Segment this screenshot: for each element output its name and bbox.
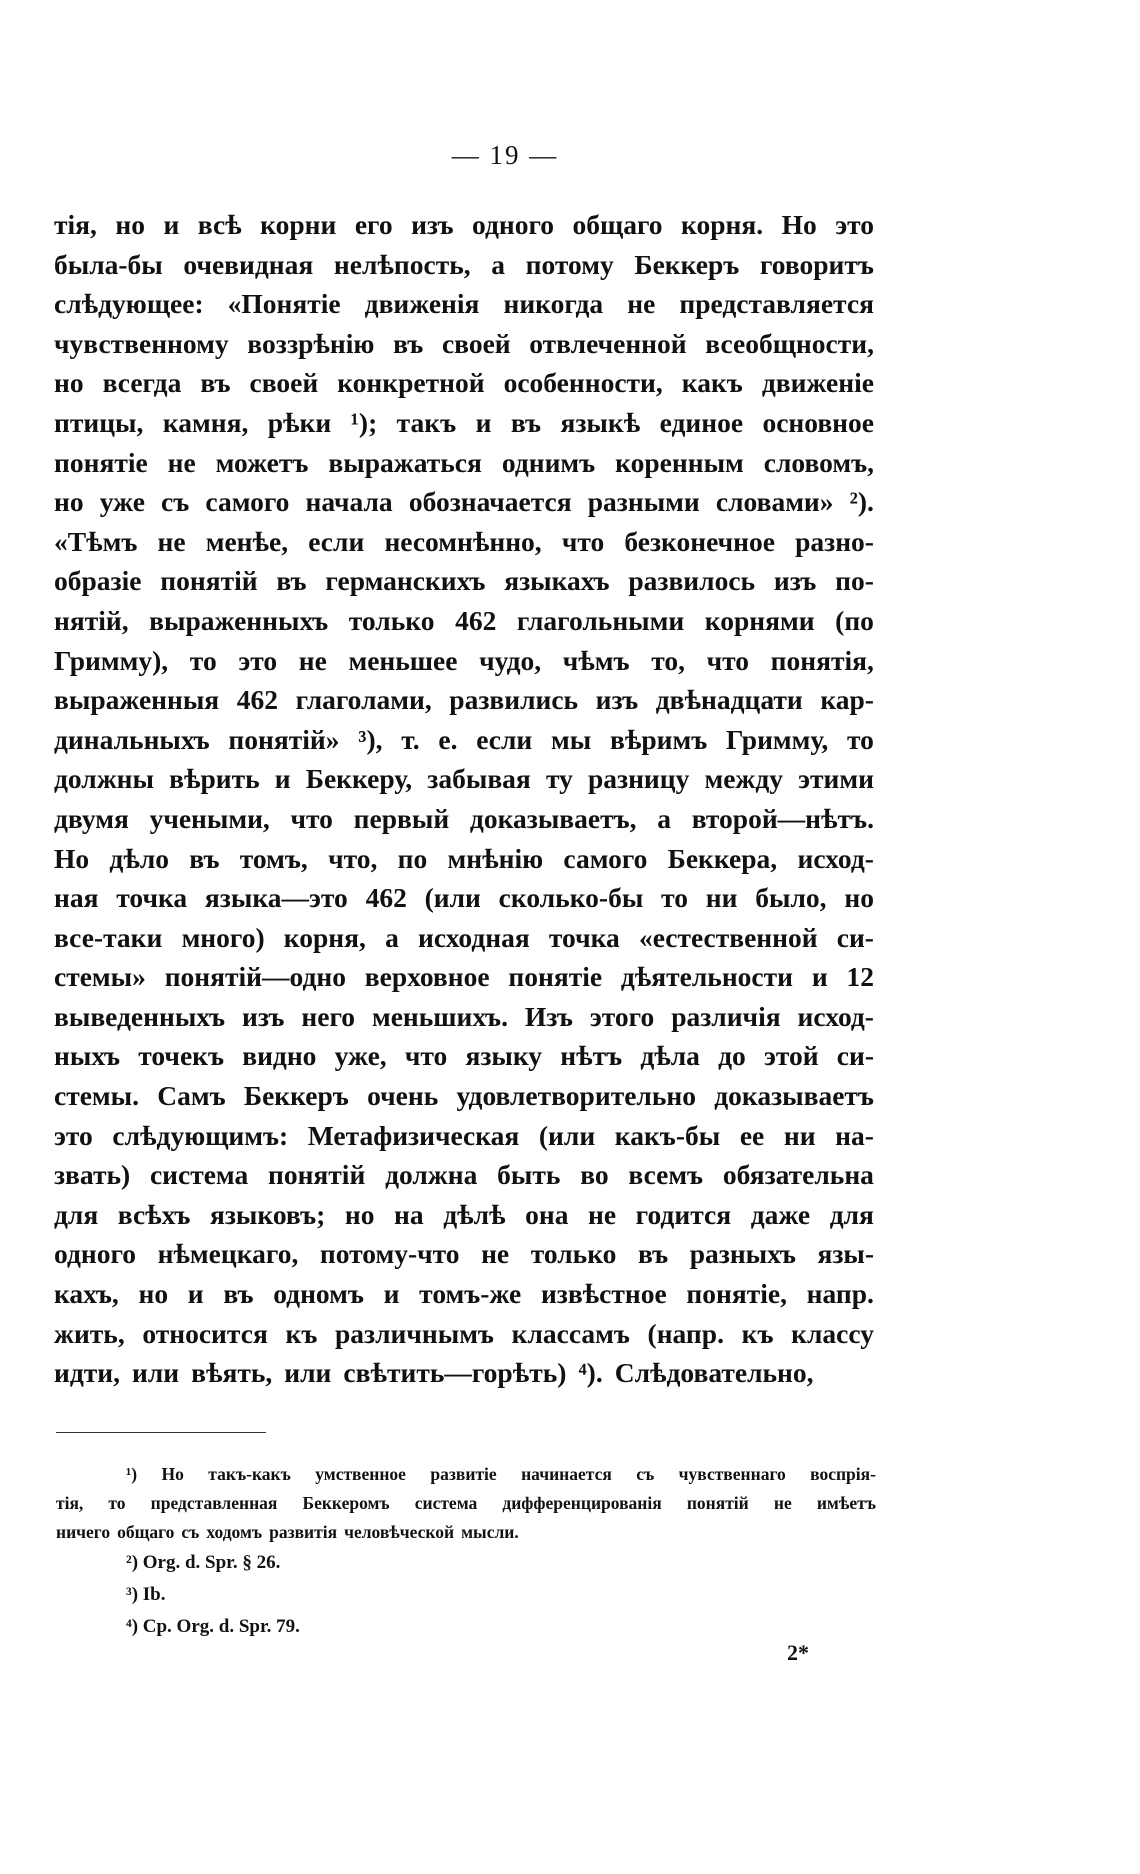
text-line: понятіе не можетъ выражаться однимъ коренным словомъ, <box>54 446 874 478</box>
footnote-line: ⁴) Cp. Org. d. Spr. 79. <box>126 1616 300 1637</box>
text-line: ная точка языка—это 462 (или сколько-бы то ни было, но <box>54 882 874 914</box>
text-line: выраженныя 462 глаголами, развились изъ двѣнадцати кар- <box>54 684 874 716</box>
body-text <box>54 205 874 1393</box>
text-line: одного нѣмецкаго, потому-что не только въ разныхъ язы- <box>54 1238 874 1270</box>
text-line: тія, но и всѣ корни его изъ одного общаго корня. Но это <box>54 209 874 240</box>
text-line: двумя учеными, что первый доказываетъ, а второй—нѣтъ. <box>54 802 874 834</box>
text-line: все-таки много) корня, а исходная точка «естественной си- <box>54 921 874 953</box>
text-line: нятій, выраженныхъ только 462 глагольными корнями (по <box>54 604 874 636</box>
text-line: Гримму), то это не меньшее чудо, чѣмъ то, что понятія, <box>54 644 874 676</box>
text-line: динальныхъ понятій» ³), т. е. если мы вѣримъ Гримму, то <box>54 723 874 755</box>
page-number: — 19 — <box>451 140 559 170</box>
text-line: идти, или вѣять, или свѣтить—горѣть) ⁴). Слѣдовательно, <box>54 1357 814 1389</box>
text-line: звать) система понятій должна быть во всемъ обязательна <box>54 1159 874 1191</box>
text-line: выведенныхъ изъ него меньшихъ. Изъ этого различія исход- <box>54 1000 874 1032</box>
text-line: жить, относится къ различнымъ классамъ (напр. къ классу <box>54 1317 874 1349</box>
text-line: кахъ, но и въ одномъ и томъ-же извѣстное понятіе, напр. <box>54 1278 874 1310</box>
text-line: для всѣхъ языковъ; но на дѣлѣ она не годится даже для <box>54 1198 874 1230</box>
text-line: должны вѣрить и Беккеру, забывая ту разницу между этими <box>54 763 874 795</box>
text-line: но всегда въ своей конкретной особенности, какъ движеніе <box>54 367 874 399</box>
text-line: Но дѣло въ томъ, что, по мнѣнію самого Беккера, исход- <box>54 842 874 874</box>
footnote-line: ничего общаго съ ходомъ развитія человѣческой мысли. <box>56 1522 519 1542</box>
text-line: образіе понятій въ германскихъ языкахъ развилось изъ по- <box>54 565 874 597</box>
text-line: «Тѣмъ не менѣе, если несомнѣнно, что безконечное разно- <box>54 525 874 557</box>
text-line: стемы» понятій—одно верховное понятіе дѣятельности и 12 <box>54 961 874 993</box>
footnote-line: ¹) Но такъ-какъ умственное развитіе начинается съ чувственнаго воспрія- <box>126 1464 876 1484</box>
footnote-line: ³) Ib. <box>126 1584 166 1605</box>
text-line: чувственному воззрѣнію въ своей отвлеченной всеобщности, <box>54 327 874 359</box>
text-line: стемы. Самъ Беккеръ очень удовлетворительно доказываетъ <box>54 1080 874 1112</box>
footnote-divider <box>56 1432 266 1433</box>
text-line: слѣдующее: «Понятіе движенія никогда не представляется <box>54 288 874 320</box>
footnote-line: тія, то представленная Беккеромъ система дифференцированія понятій не имѣетъ <box>56 1493 876 1513</box>
text-line: это слѣдующимъ: Метафизическая (или какъ-бы ее ни на- <box>54 1119 874 1151</box>
signature-mark: 2* <box>787 1640 809 1665</box>
text-line: была-бы очевидная нелѣпость, а потому Беккеръ говоритъ <box>54 248 874 280</box>
text-line: ныхъ точекъ видно уже, что языку нѣтъ дѣла до этой си- <box>54 1040 874 1072</box>
footnotes <box>56 1460 876 1643</box>
footnote-line: ²) Org. d. Spr. § 26. <box>126 1552 281 1573</box>
text-line: птицы, камня, рѣки ¹); такъ и въ языкѣ единое основное <box>54 406 874 438</box>
text-line: но уже съ самого начала обозначается разными словами» ²). <box>54 486 874 518</box>
